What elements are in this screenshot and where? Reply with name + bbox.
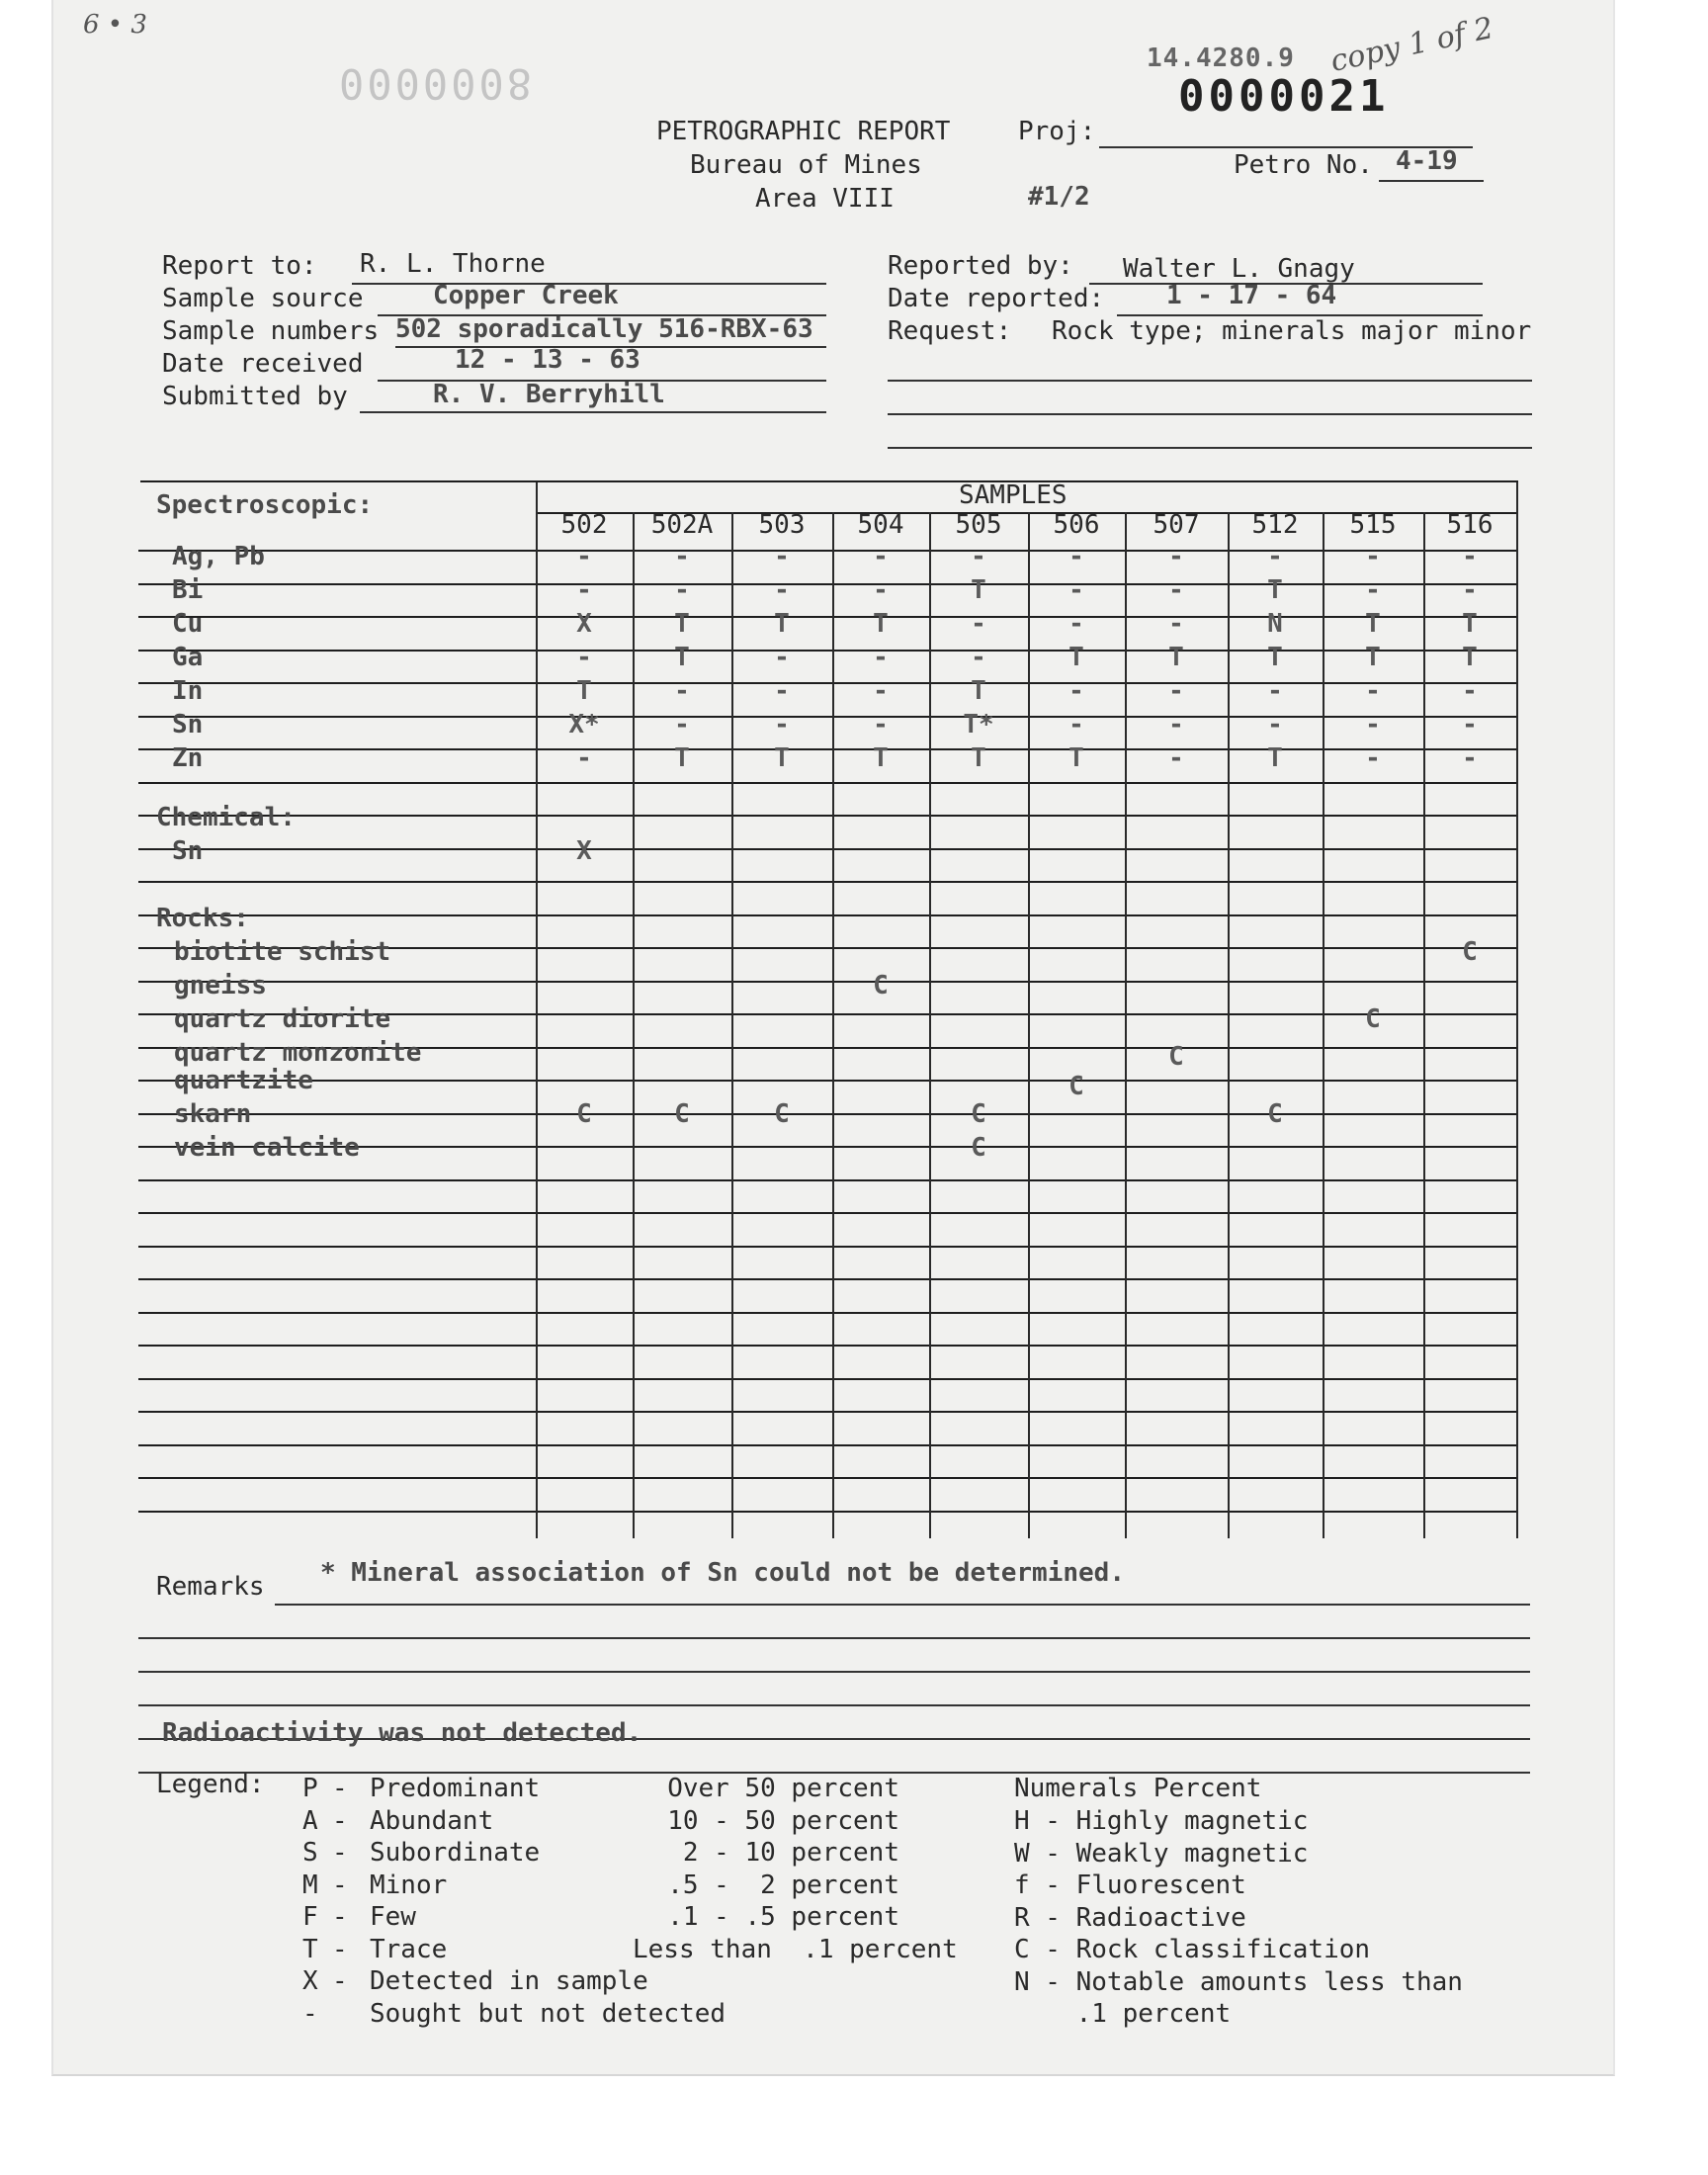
element-row-label: Zn [172, 743, 204, 773]
legend-code: S [302, 1838, 318, 1868]
table-row-rule [138, 1444, 1516, 1446]
table-row-rule [138, 848, 1516, 850]
rock-row-label: vein calcite [174, 1133, 360, 1163]
sample-column-header: 502 [560, 510, 608, 540]
table-column-rule [633, 512, 635, 1538]
table-cell-value: T [1267, 575, 1283, 605]
table-row-rule [138, 981, 1516, 983]
table-cell-value: T [1267, 743, 1283, 773]
legend-right-entry: W - Weakly magnetic [1014, 1838, 1309, 1869]
radioactivity-note: Radioactivity was not detected. [162, 1718, 642, 1748]
element-row-label: Bi [172, 575, 204, 605]
table-cell-value: - [674, 710, 690, 740]
faint-stamp-number: 8000000 [336, 59, 533, 108]
table-cell-value: - [1168, 609, 1184, 639]
table-column-rule [1323, 512, 1324, 1538]
sample-numbers-value: 502 sporadically 516-RBX-63 [395, 314, 813, 344]
legend-code: F [302, 1902, 318, 1932]
table-row-rule [138, 682, 1516, 684]
corner-scribble: 6 • 3 [83, 10, 147, 40]
element-row-label: Ag, Pb [172, 542, 265, 571]
sample-column-header: 505 [955, 510, 1002, 540]
table-cell-value: - [1068, 542, 1084, 571]
table-cell-value: - [576, 643, 592, 672]
table-cell-value: - [1068, 710, 1084, 740]
table-cell-value: C [576, 1099, 592, 1129]
table-cell-value: X [576, 836, 592, 866]
sample-column-header: 506 [1053, 510, 1100, 540]
table-cell-value: - [1168, 710, 1184, 740]
legend-range: Over 50 percent [667, 1774, 899, 1803]
table-cell-value: - [873, 710, 889, 740]
report-to-value: R. L. Thorne [360, 249, 546, 279]
table-cell-value: - [674, 676, 690, 706]
table-cell-value: - [873, 542, 889, 571]
table-cell-value: - [576, 743, 592, 773]
table-cell-value: - [1168, 542, 1184, 571]
table-cell-value: - [971, 542, 986, 571]
table-column-rule [1228, 512, 1230, 1538]
table-row-rule [138, 1278, 1516, 1280]
legend-name: Minor [370, 1870, 448, 1900]
table-cell-value: C [674, 1099, 690, 1129]
element-row-label: In [172, 676, 204, 706]
reported-by-label: Reported by: [888, 251, 1073, 281]
table-row-rule [138, 1179, 1516, 1181]
table-column-rule [731, 512, 733, 1538]
spectroscopic-title: Spectroscopic: [156, 490, 374, 520]
legend-name: Predominant [370, 1774, 541, 1803]
table-row-rule [138, 1378, 1516, 1380]
proj-label: Proj: [1018, 117, 1096, 146]
table-cell-value: - [1365, 710, 1381, 740]
table-row-rule [138, 881, 1516, 883]
table-cell-value: - [1365, 575, 1381, 605]
table-cell-value: - [674, 575, 690, 605]
sample-column-header: 504 [857, 510, 904, 540]
petro-no-label: Petro No. [1234, 150, 1373, 180]
table-row-rule [138, 1477, 1516, 1479]
sample-column-header: 502A [650, 510, 714, 540]
table-cell-value: T [674, 643, 690, 672]
legend-name: Few [370, 1902, 416, 1932]
table-cell-value: - [1365, 743, 1381, 773]
table-column-rule [832, 512, 834, 1538]
table-cell-value: - [674, 542, 690, 571]
table-cell-value: T [971, 575, 986, 605]
table-row-rule [138, 1411, 1516, 1413]
part-number: #1/2 [1028, 182, 1090, 212]
table-cell-value: T [576, 676, 592, 706]
table-cell-value: T [1365, 609, 1381, 639]
legend-dash: - [332, 1838, 348, 1868]
table-cell-value: C [971, 1099, 986, 1129]
table-top-rule [140, 480, 1518, 482]
table-cell-value: - [774, 643, 790, 672]
legend-right-entry: R - Radioactive [1014, 1902, 1246, 1933]
submitted-by-label: Submitted by [162, 382, 348, 411]
table-cell-value: - [1068, 575, 1084, 605]
table-cell-value: T [1462, 643, 1478, 672]
legend-name: Detected in sample [370, 1966, 648, 1996]
table-cell-value: - [971, 643, 986, 672]
table-row-rule [138, 550, 1516, 552]
table-cell-value: X [576, 609, 592, 639]
date-reported-label: Date reported: [888, 284, 1105, 313]
table-cell-value: - [1267, 710, 1283, 740]
table-cell-value: C [971, 1133, 986, 1163]
submitted-by-value: R. V. Berryhill [433, 380, 665, 409]
reported-by-value: Walter L. Gnagy [1123, 254, 1355, 284]
copy-note-handwritten: copy 1 of 2 [1327, 11, 1496, 79]
table-cell-value: T [674, 743, 690, 773]
table-cell-value: T [1068, 743, 1084, 773]
petro-no-value: 4-19 [1396, 146, 1458, 176]
chemical-row-label: Sn [172, 836, 204, 866]
report-title: PETROGRAPHIC REPORT [656, 117, 951, 146]
document-code: 14.4280.9 [1147, 44, 1295, 73]
table-cell-value: T [774, 609, 790, 639]
sample-source-value: Copper Creek [433, 281, 619, 310]
request-label: Request: [888, 316, 1012, 346]
sample-source-label: Sample source [162, 284, 364, 313]
table-cell-value: - [1462, 676, 1478, 706]
legend-numerals-title: Numerals Percent [1014, 1774, 1262, 1803]
remarks-label: Remarks [156, 1572, 265, 1602]
table-row-rule [138, 716, 1516, 718]
table-cell-value: - [1168, 676, 1184, 706]
remarks-text: * Mineral association of Sn could not be determined. [320, 1558, 1125, 1588]
legend-range: 10 - 50 percent [667, 1805, 899, 1836]
legend-name: Abundant [370, 1805, 494, 1836]
table-cell-value: - [774, 542, 790, 571]
rock-row-label: quartzite [174, 1066, 313, 1095]
sample-column-header: 515 [1349, 510, 1397, 540]
rock-row-label: skarn [174, 1099, 252, 1129]
legend-code: M [302, 1870, 318, 1900]
table-row-rule [138, 1113, 1516, 1115]
table-cell-value: - [1462, 575, 1478, 605]
table-cell-value: C [873, 971, 889, 1000]
table-cell-value: T [1365, 643, 1381, 672]
table-row-rule [138, 1511, 1516, 1513]
table-cell-value: - [873, 643, 889, 672]
legend-range: 2 - 10 percent [682, 1838, 899, 1868]
table-row-rule [138, 583, 1516, 585]
legend-right-entry: H - Highly magnetic [1014, 1806, 1309, 1836]
date-received-value: 12 - 13 - 63 [455, 345, 640, 375]
table-row-rule [138, 1212, 1516, 1214]
table-cell-value: - [971, 609, 986, 639]
table-cell-value: - [1068, 676, 1084, 706]
report-to-label: Report to: [162, 251, 317, 281]
table-column-rule [1423, 512, 1425, 1538]
legend-dash: - [332, 1805, 348, 1836]
element-row-label: Sn [172, 710, 204, 740]
table-cell-value: - [774, 676, 790, 706]
table-cell-value: T [674, 609, 690, 639]
legend-range: .1 - .5 percent [667, 1902, 899, 1932]
table-cell-value: C [1462, 937, 1478, 967]
element-row-label: Cu [172, 609, 204, 639]
table-row-rule [138, 914, 1516, 916]
legend-name: Sought but not detected [370, 1998, 726, 2029]
table-row-rule [138, 1080, 1516, 1082]
legend-right-entry: C - Rock classification [1014, 1935, 1371, 1964]
legend-code: - [302, 1998, 318, 2029]
chemical-title: Chemical: [156, 803, 296, 832]
table-row-rule [138, 815, 1516, 817]
table-cell-value: - [576, 575, 592, 605]
table-cell-value: X* [568, 710, 600, 740]
table-column-rule [1028, 512, 1030, 1538]
table-cell-value: - [1267, 676, 1283, 706]
table-column-rule [929, 512, 931, 1538]
table-cell-value: - [1365, 542, 1381, 571]
table-cell-value: - [1168, 743, 1184, 773]
table-cell-value: T [971, 743, 986, 773]
table-cell-value: C [1068, 1072, 1084, 1101]
legend-code: P [302, 1774, 318, 1803]
sample-column-header: 503 [758, 510, 806, 540]
sample-numbers-label: Sample numbers [162, 316, 380, 346]
table-cell-value: T [774, 743, 790, 773]
rock-row-label: gneiss [174, 971, 267, 1000]
element-row-label: Ga [172, 643, 204, 672]
table-cell-value: T [1267, 643, 1283, 672]
table-cell-value: T* [963, 710, 994, 740]
table-cell-value: C [774, 1099, 790, 1129]
area-label: Area VIII [755, 184, 895, 214]
table-column-rule [1125, 512, 1127, 1538]
table-row-rule [138, 650, 1516, 652]
table-row-rule [138, 748, 1516, 750]
table-cell-value: C [1267, 1099, 1283, 1129]
table-cell-value: T [873, 743, 889, 773]
legend-right-entry: N - Notable amounts less than [1014, 1966, 1463, 1997]
table-cell-value: - [774, 575, 790, 605]
table-row-rule [138, 1246, 1516, 1248]
table-cell-value: - [873, 676, 889, 706]
table-cell-value: - [1462, 542, 1478, 571]
legend-title: Legend: [156, 1770, 265, 1799]
sample-column-header: 512 [1251, 510, 1299, 540]
rock-row-label: biotite schist [174, 937, 391, 967]
sample-column-header: 516 [1446, 510, 1494, 540]
table-cell-value: C [1365, 1004, 1381, 1034]
table-cell-value: T [1462, 609, 1478, 639]
table-row-rule [138, 616, 1516, 618]
agency-name: Bureau of Mines [690, 150, 922, 180]
legend-code: T [302, 1934, 318, 1964]
table-cell-value: - [1365, 676, 1381, 706]
table-cell-value: - [1462, 710, 1478, 740]
table-cell-value: T [971, 676, 986, 706]
legend-name: Subordinate [370, 1838, 541, 1868]
table-cell-value: - [1462, 743, 1478, 773]
table-cell-value: - [873, 575, 889, 605]
legend-dash: - [332, 1966, 348, 1996]
table-cell-value: T [873, 609, 889, 639]
rocks-title: Rocks: [156, 904, 249, 933]
table-cell-value: C [1168, 1042, 1184, 1072]
table-cell-value: T [1068, 643, 1084, 672]
table-cell-value: - [1168, 575, 1184, 605]
legend-dash: - [332, 1902, 348, 1932]
table-cell-value: - [576, 542, 592, 571]
table-cell-value: - [1068, 609, 1084, 639]
table-cell-value: T [1168, 643, 1184, 672]
table-column-rule [1516, 482, 1518, 1538]
table-row-rule [138, 782, 1516, 784]
rock-row-label: quartz diorite [174, 1004, 391, 1034]
table-cell-value: - [1267, 542, 1283, 571]
legend-dash: - [332, 1934, 348, 1964]
table-cell-value: N [1267, 609, 1283, 639]
legend-right-entry: .1 percent [1014, 1999, 1232, 2029]
legend-range: Less than .1 percent [633, 1934, 958, 1964]
legend-code: A [302, 1805, 318, 1836]
document-number: 0000021 [1178, 71, 1390, 122]
samples-header: SAMPLES [959, 480, 1068, 510]
table-column-rule [536, 482, 538, 1538]
date-received-label: Date received [162, 349, 364, 379]
table-row-rule [138, 1345, 1516, 1347]
table-row-rule [138, 1312, 1516, 1314]
legend-code: X [302, 1966, 318, 1996]
legend-dash: - [332, 1870, 348, 1900]
legend-right-entry: f - Fluorescent [1014, 1870, 1246, 1900]
sample-column-header: 507 [1153, 510, 1200, 540]
legend-name: Trace [370, 1934, 448, 1964]
date-reported-value: 1 - 17 - 64 [1166, 281, 1337, 310]
request-value: Rock type; minerals major minor [1052, 316, 1532, 346]
table-cell-value: - [774, 710, 790, 740]
legend-range: .5 - 2 percent [667, 1870, 899, 1900]
legend-dash: - [332, 1774, 348, 1803]
rock-row-label: quartz monzonite [174, 1038, 422, 1068]
